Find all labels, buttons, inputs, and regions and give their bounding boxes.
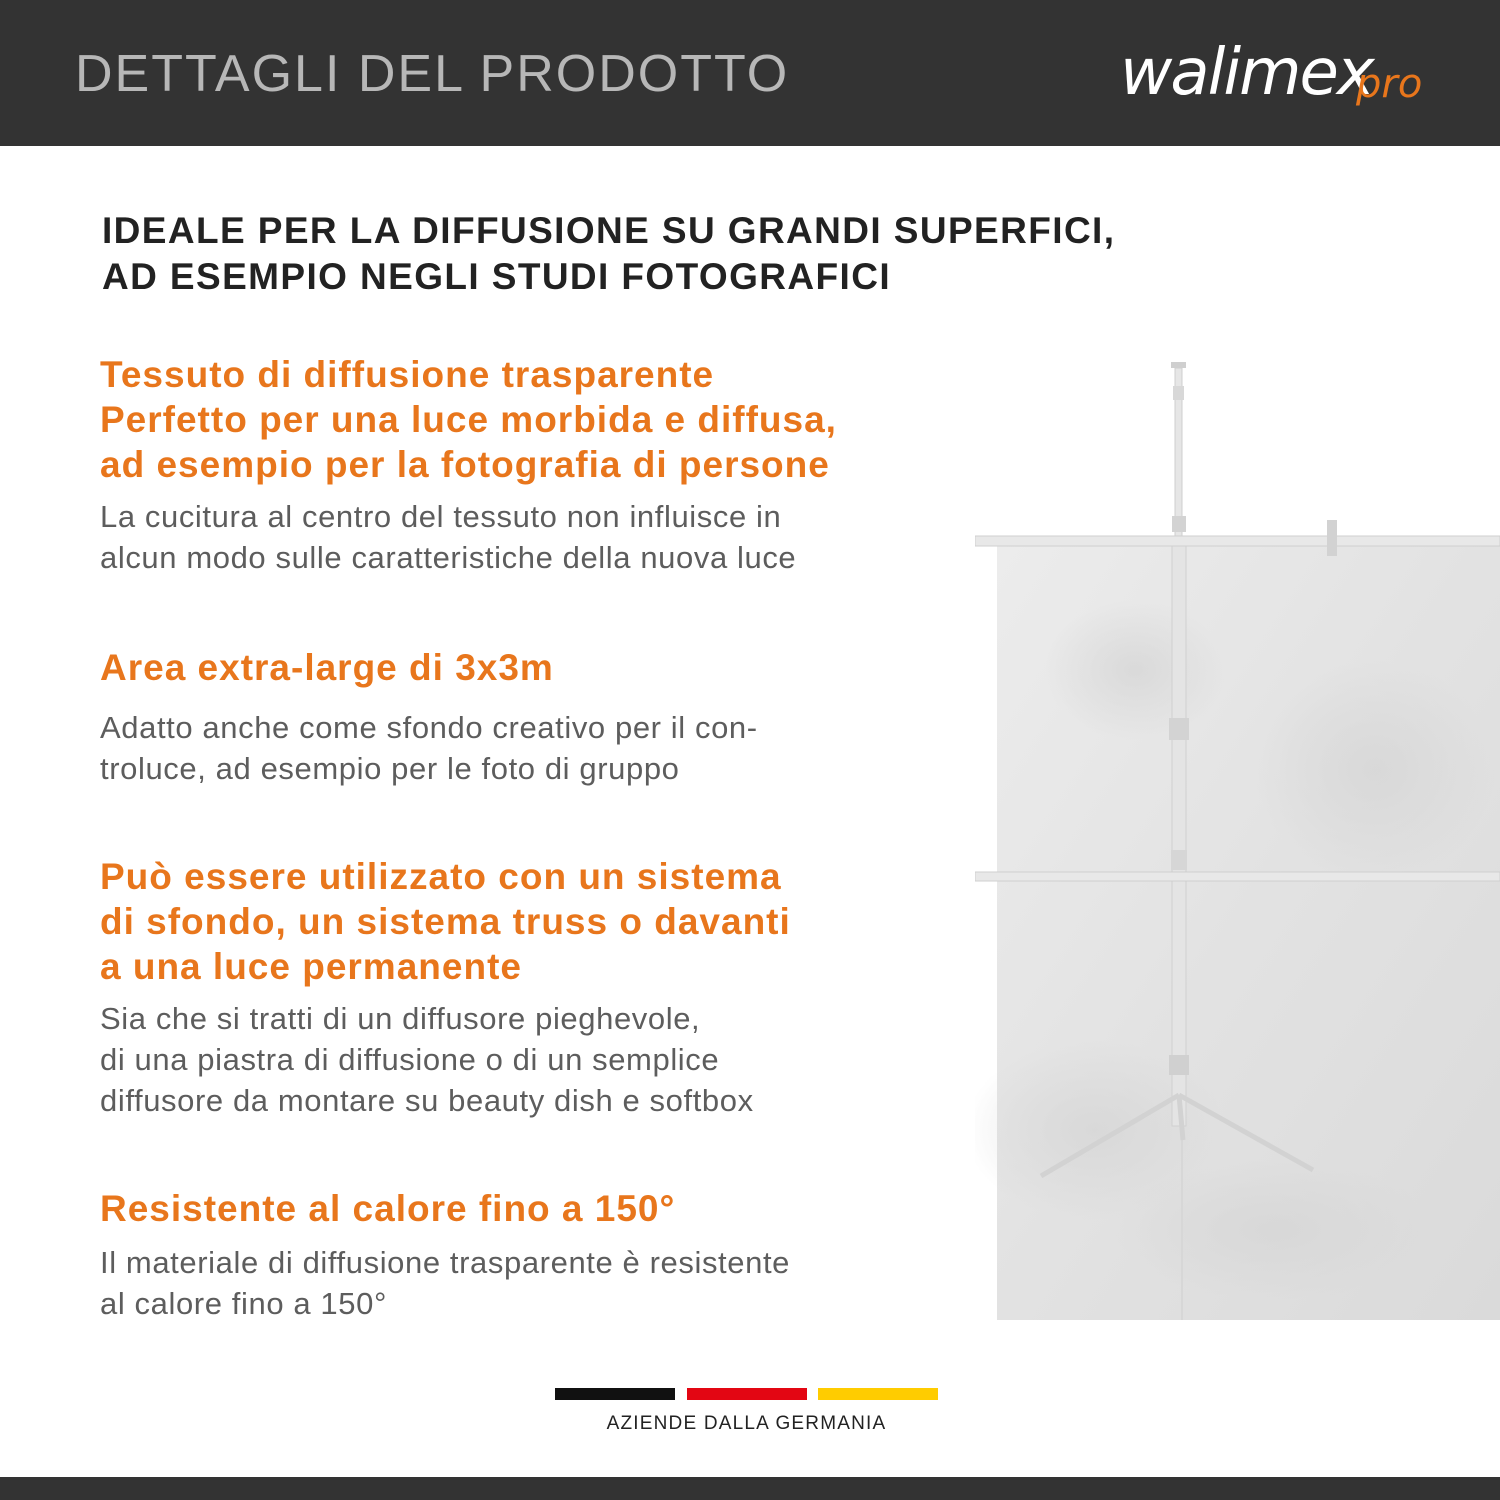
headline — [102, 208, 1352, 300]
product-photo-diffuser-stand — [975, 350, 1500, 1325]
feature-body-line: al calore fino a 150° — [100, 1286, 387, 1321]
feature-body-line: alcun modo sulle caratteristiche della nuova luce — [100, 540, 797, 575]
feature-body-line: Adatto anche come sfondo creativo per il con- — [100, 710, 758, 745]
feature-title-line: Resistente al calore fino a 150° — [100, 1188, 676, 1229]
feature-title — [100, 854, 940, 989]
headline-line: IDEALE PER LA DIFFUSIONE SU GRANDI SUPERFICI, — [102, 210, 1116, 251]
feature-body — [100, 707, 940, 789]
feature-title-line: di sfondo, un sistema truss o davanti — [100, 901, 791, 942]
feature-title — [100, 645, 940, 690]
feature-body-line: diffusore da montare su beauty dish e softbox — [100, 1083, 754, 1118]
footer-bar — [0, 1477, 1500, 1500]
feature-title-line: Tessuto di diffusione trasparente — [100, 354, 715, 395]
feature-title-line: Può essere utilizzato con un sistema — [100, 856, 782, 897]
feature-body — [100, 496, 940, 578]
feature-body — [100, 998, 940, 1121]
made-in-germany-caption: AZIENDE DALLA GERMANIA — [606, 1413, 887, 1434]
page-title: DETTAGLI DEL PRODOTTO — [75, 45, 790, 103]
feature-body-line: di una piastra di diffusione o di un semplice — [100, 1042, 720, 1077]
feature-heat-resistance — [100, 1186, 940, 1324]
logo-wordmark: walimex — [1120, 36, 1373, 110]
feature-body-line: troluce, ad esempio per le foto di gruppo — [100, 751, 680, 786]
feature-title — [100, 352, 940, 487]
feature-system-compatibility — [100, 854, 940, 1121]
flag-stripe-black — [555, 1388, 675, 1400]
flag-stripe-red — [687, 1388, 807, 1400]
brand-logo — [1120, 36, 1440, 116]
feature-title-line: Perfetto per una luce morbida e diffusa, — [100, 399, 837, 440]
feature-body-line: Il materiale di diffusione trasparente è resistente — [100, 1245, 791, 1280]
feature-body-line: Sia che si tratti di un diffusore pieghevole, — [100, 1001, 701, 1036]
feature-diffusion-fabric — [100, 352, 940, 578]
feature-extra-large-area — [100, 645, 940, 789]
feature-title-line: ad esempio per la fotografia di persone — [100, 444, 830, 485]
header-bar — [0, 0, 1500, 146]
flag-stripe-gold — [818, 1388, 938, 1400]
logo-suffix: pro — [1356, 61, 1423, 107]
headline-line: AD ESEMPIO NEGLI STUDI FOTOGRAFICI — [102, 256, 892, 297]
feature-title — [100, 1186, 940, 1231]
feature-title-line: a una luce permanente — [100, 946, 522, 987]
feature-body-line: La cucitura al centro del tessuto non influisce in — [100, 499, 782, 534]
feature-title-line: Area extra-large di 3x3m — [100, 647, 554, 688]
feature-body — [100, 1242, 940, 1324]
